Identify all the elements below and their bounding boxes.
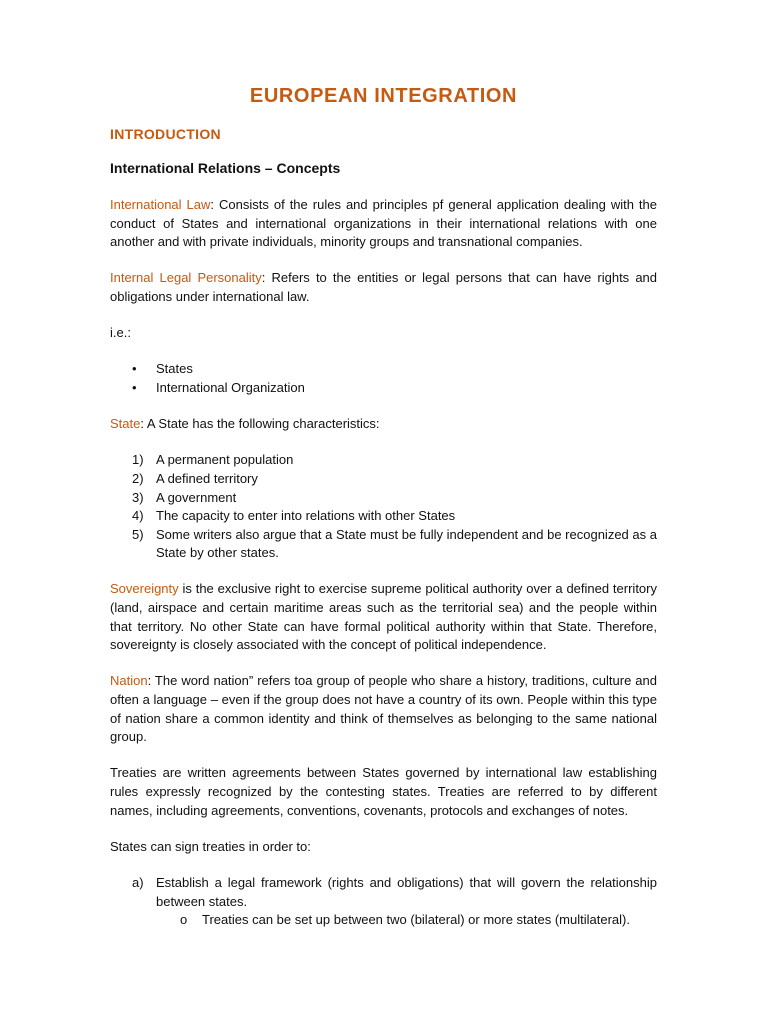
term-state: State xyxy=(110,416,141,432)
definition-state: : A State has the following characteristics: xyxy=(140,416,380,432)
paragraph-treaties: Treaties are written agreements between States governed by international law establishing rules expressly recognized by the contesting states. Treaties are referred to by different names, including agreements, conventions, covenants, protocols and exchanges of notes. xyxy=(110,765,657,818)
paragraph-nation xyxy=(110,672,657,746)
bullet-icon: • xyxy=(132,379,137,395)
section-heading-introduction: INTRODUCTION xyxy=(110,126,221,142)
list-marker: 5) xyxy=(132,526,144,542)
list-item-text: A permanent population xyxy=(156,452,294,468)
paragraph-international-law xyxy=(110,196,657,252)
circle-bullet-icon: o xyxy=(180,912,188,928)
list-item xyxy=(110,489,657,508)
bullet-icon: • xyxy=(132,361,137,377)
list-marker: 1) xyxy=(132,452,144,468)
list-item-text: A government xyxy=(156,489,237,505)
list-item xyxy=(110,507,657,526)
list-item-text: Establish a legal framework (rights and obligations) that will govern the relationship between states. xyxy=(156,874,657,909)
definition-legal-personality: : Refers to the entities or legal persons that can have rights and obligations under international law. xyxy=(110,270,658,304)
list-marker: 2) xyxy=(132,470,144,486)
list-item xyxy=(110,451,657,470)
term-international-law: International Law xyxy=(110,197,211,212)
list-item xyxy=(110,360,657,379)
paragraph-states-can-sign: States can sign treaties in order to: xyxy=(110,838,311,854)
bullet-list-legal-persons xyxy=(110,360,657,397)
subheading-international-relations: International Relations – Concepts xyxy=(110,160,341,176)
term-nation: Nation xyxy=(110,673,148,689)
numbered-list-state-characteristics xyxy=(110,451,657,563)
term-legal-personality: Internal Legal Personality xyxy=(110,270,262,286)
paragraph-legal-personality xyxy=(110,269,657,306)
paragraph-ie: i.e.: xyxy=(110,325,131,341)
list-item xyxy=(110,470,657,489)
list-item-text: International Organization xyxy=(156,379,305,395)
list-item xyxy=(110,526,657,563)
sub-list xyxy=(156,911,657,930)
lettered-list-treaty-purposes xyxy=(110,874,657,930)
list-item-text: The capacity to enter into relations with other States xyxy=(156,508,456,524)
paragraph-state xyxy=(110,415,657,434)
list-marker: a) xyxy=(132,874,144,890)
definition-sovereignty: is the exclusive right to exercise supreme political authority over a defined territory (land, airspace and certain maritime areas such as the territorial sea) and the people within that territory. No other State can have formal political authority within that State. Therefore, sovereignty is closely associated with the concept of political independence. xyxy=(110,581,657,653)
list-item xyxy=(110,874,657,930)
term-sovereignty: Sovereignty xyxy=(110,581,179,597)
definition-nation: : The word nation” refers toa group of people who share a history, traditions, culture and often a language – even if the group does not have a country of its own. People within this type of nation share a common identity and think of themselves as belonging to the same national group. xyxy=(110,673,657,745)
paragraph-sovereignty xyxy=(110,580,657,654)
list-item-text: States xyxy=(156,361,193,377)
document-title: EUROPEAN INTEGRATION xyxy=(249,85,518,107)
list-item-text: A defined territory xyxy=(156,470,258,486)
document-body xyxy=(110,196,657,930)
list-marker: 4) xyxy=(132,508,144,524)
sub-list-item-text: Treaties can be set up between two (bilateral) or more states (multilateral). xyxy=(202,912,630,928)
list-item-text: Some writers also argue that a State must be fully independent and be recognized as a State by other states. xyxy=(156,526,657,561)
list-marker: 3) xyxy=(132,489,144,505)
sub-list-item xyxy=(110,911,657,930)
definition-international-law: : Consists of the rules and principles pf general application dealing with the conduct of States and international organizations in their international relations with one another and with private individuals, minority groups and transnational companies. xyxy=(110,197,657,250)
list-item xyxy=(110,379,657,398)
